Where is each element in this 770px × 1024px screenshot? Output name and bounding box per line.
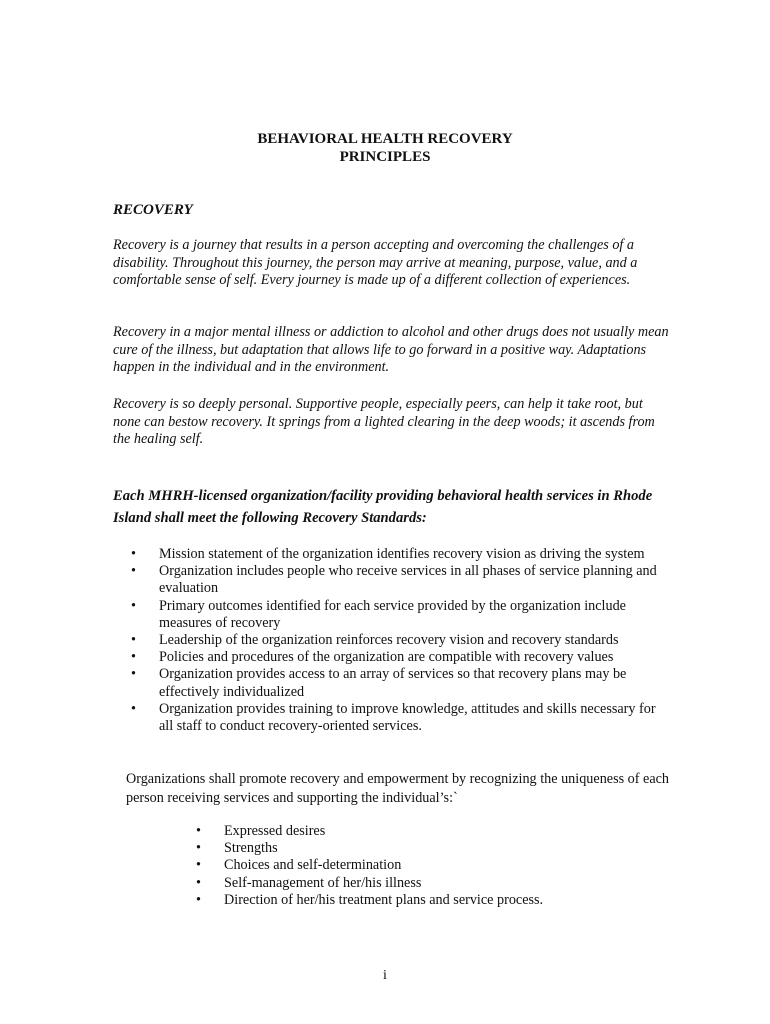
promotion-paragraph: Organizations shall promote recovery and empowerment by recognizing the uniqueness of each person receiving services and supporting the individual’s:` [126, 771, 670, 806]
list-item-text: Choices and self-determination [224, 857, 402, 874]
list-item [131, 563, 659, 597]
list-item-text: Organization provides training to improve knowledge, attitudes and skills necessary for all staff to conduct recovery-oriented services. [159, 700, 656, 735]
bullet-icon: • [196, 857, 201, 874]
individual-list [196, 823, 644, 909]
list-item-text: Leadership of the organization reinforces recovery vision and recovery standards [159, 632, 619, 649]
list-item [131, 666, 659, 700]
list-item [131, 597, 659, 632]
list-item [131, 546, 659, 563]
recovery-heading: RECOVERY [113, 202, 193, 218]
bullet-icon: • [196, 823, 201, 839]
list-item-text: Mission statement of the organization identifies recovery vision as driving the system [159, 546, 645, 562]
list-item [196, 857, 644, 874]
list-item [196, 840, 644, 857]
bullet-icon: • [196, 891, 201, 908]
list-item-text: Expressed desires [224, 823, 326, 839]
bullet-icon: • [196, 874, 201, 891]
list-item [196, 823, 644, 840]
recovery-paragraph-2: Recovery in a major mental illness or addiction to alcohol and other drugs does not usually mean cure of the illness, but adaptation that allows life to go forward in a positive way. Adaptations happen in the individual and in the environment. [113, 324, 669, 375]
title-line-2: PRINCIPLES [339, 149, 431, 165]
recovery-paragraph-1: Recovery is a journey that results in a person accepting and overcoming the challenges of a disability. Throughout this journey, the person may arrive at meaning, purpose, value, and a comfortable sense of self. Every journey is made up of a different collection of experiences. [113, 237, 638, 288]
list-item-text: Direction of her/his treatment plans and service process. [224, 891, 544, 908]
bullet-icon: • [131, 666, 136, 683]
list-item-text: Organization provides access to an array of services so that recovery plans may be effectively individualized [159, 666, 627, 700]
list-item [131, 700, 659, 735]
title-line-1: BEHAVIORAL HEALTH RECOVERY [257, 131, 513, 147]
recovery-paragraph-3: Recovery is so deeply personal. Supportive people, especially peers, can help it take root, but none can bestow recovery. It springs from a lighted clearing in the deep woods; it ascends from the healing self. [113, 396, 655, 447]
document-title [0, 130, 770, 166]
list-item [131, 632, 659, 649]
bullet-icon: • [131, 563, 136, 580]
bullet-icon: • [131, 632, 136, 649]
bullet-icon: • [196, 840, 201, 857]
list-item [196, 874, 644, 892]
standards-list [131, 546, 659, 735]
list-item-text: Policies and procedures of the organization are compatible with recovery values [159, 649, 614, 666]
list-item-text: Primary outcomes identified for each service provided by the organization include measures of recovery [159, 597, 626, 631]
bullet-icon: • [131, 597, 136, 614]
list-item-text: Organization includes people who receive services in all phases of service planning and evaluation [159, 563, 657, 597]
bullet-icon: • [131, 649, 136, 666]
list-item-text: Strengths [224, 840, 278, 857]
page-number: i [383, 968, 387, 983]
list-item-text: Self-management of her/his illness [224, 874, 422, 891]
bullet-icon: • [131, 700, 136, 717]
list-item [131, 649, 659, 666]
standards-heading: Each MHRH-licensed organization/facility providing behavioral health services in Rhode Island shall meet the following Recovery Standards: [113, 488, 653, 526]
list-item [196, 891, 644, 909]
bullet-icon: • [131, 546, 136, 562]
